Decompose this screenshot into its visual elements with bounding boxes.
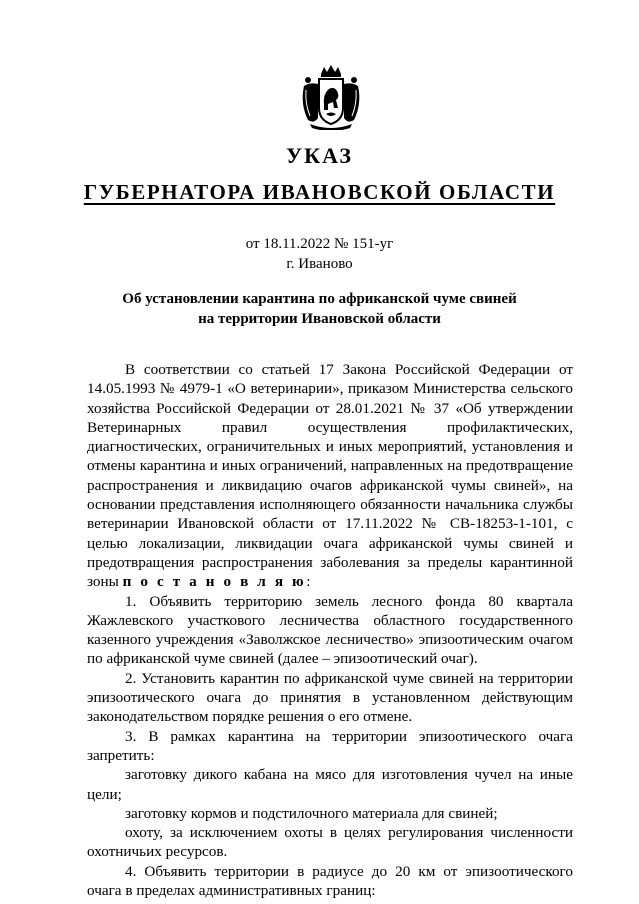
issuer-heading <box>0 180 639 205</box>
item-4: 4. Объявить территории в радиусе до 20 км от эпизоотического очага в пределах административных границ: <box>87 862 573 900</box>
item-3-b: заготовку кормов и подстилочного материала для свиней; <box>125 804 498 822</box>
decree-date-number: от 18.11.2022 № 151-уг <box>245 236 394 252</box>
issuer-heading-text: ГУБЕРНАТОРА ИВАНОВСКОЙ ОБЛАСТИ <box>83 180 556 204</box>
decree-meta <box>0 234 639 274</box>
coat-of-arms-icon <box>296 64 366 130</box>
item-1: 1. Объявить территорию земель лесного фонда 80 квартала Жажлевского участкового лесничества областного государственного казенного учреждения «Заволжское лесничество» эпизоотическим очагом по африканской чуме свиней (далее – эпизоотический очаг). <box>87 592 573 668</box>
item-3-a: заготовку дикого кабана на мясо для изготовления чучел на иные цели; <box>87 766 573 803</box>
item-3: 3. В рамках карантина на территории эпизоотического очага запретить: <box>87 727 573 764</box>
decree-colon: : <box>306 573 311 591</box>
document-type-heading: УКАЗ <box>285 143 354 168</box>
decree-subject-line-1: Об установлении карантина по африканской чуме свиней <box>122 291 517 307</box>
item-3-c: охоту, за исключением охоты в целях регулирования численности охотничьих ресурсов. <box>87 824 573 861</box>
preamble-text: В соответствии со статьей 17 Закона Российской Федерации от 14.05.1993 № 4979-1 «О ветеринарии», приказом Министерства сельского хозяйства Российской Федерации от 28.01.2021 № 37 «Об утверждении Ветеринарных правил осуществления профилактических, диагностических, ограничительных и иных мероприятий, установления и отмены карантина и иных ограничений, направленных на предотвращение распространения и ликвидацию очагов африканской чумы свиней», на основании представления исполняющего обязанности начальника службы ветеринарии Ивановской области от 17.11.2022 № СВ-18253-1-101, с целью локализации, ликвидации очага африканской чумы свиней и предотвращения распространения заболевания за пределы карантинной зоны <box>87 361 573 591</box>
decree-city: г. Иваново <box>286 256 353 272</box>
decree-body <box>87 360 573 900</box>
decree-verb: п о с т а н о в л я ю <box>122 573 307 591</box>
decree-subject <box>0 289 639 329</box>
preamble-paragraph <box>87 360 573 592</box>
decree-subject-line-2: на территории Ивановской области <box>198 311 441 327</box>
item-2: 2. Установить карантин по африканской чуме свиней на территории эпизоотического очага до принятия в установленном действующим законодательством порядке решения о его отмене. <box>87 669 573 726</box>
